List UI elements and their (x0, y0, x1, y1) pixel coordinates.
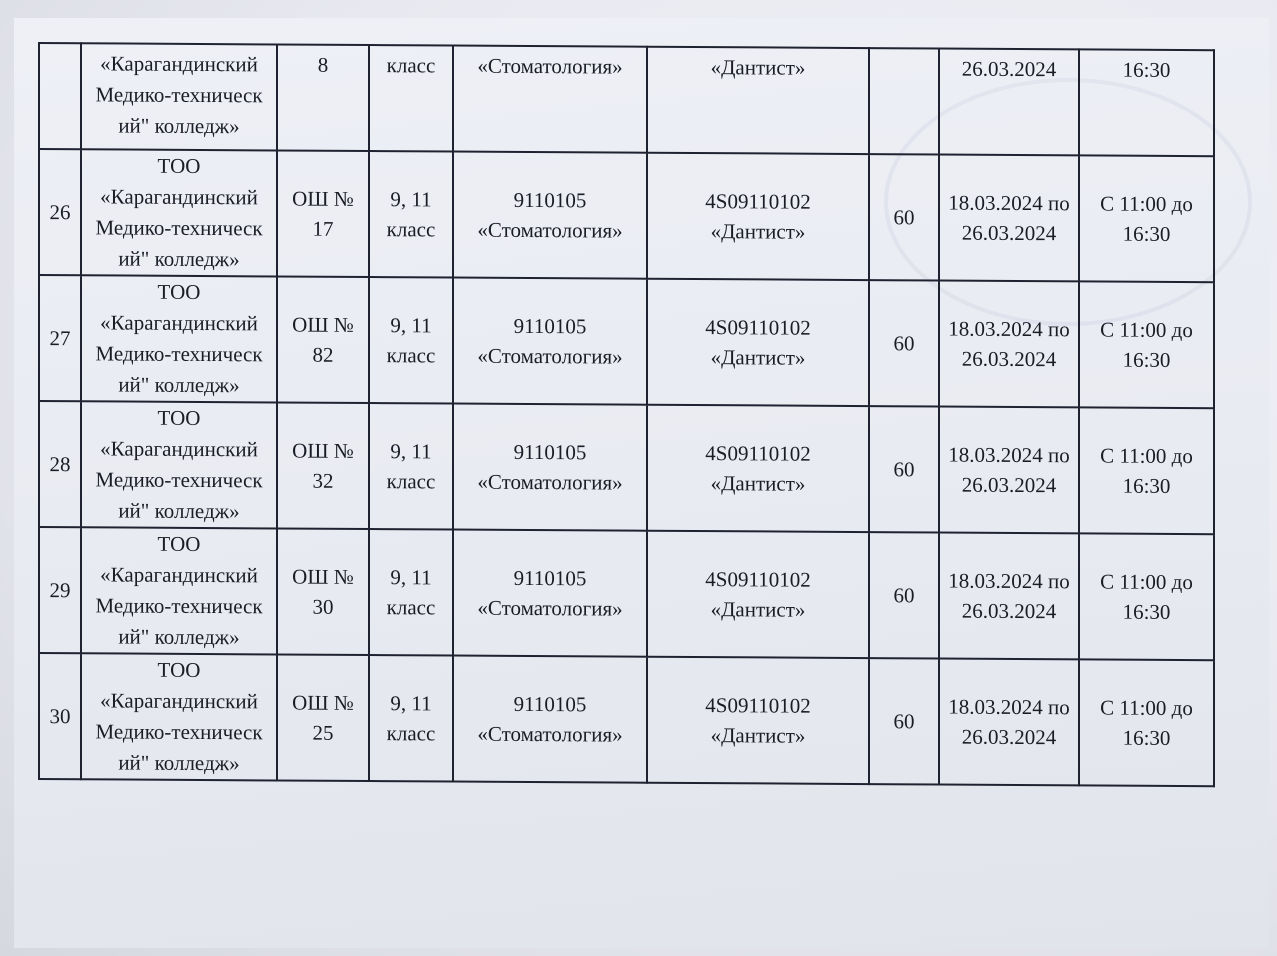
cell-org-org: «Карагандинский Медико-техническ ий" колледж» (95, 436, 263, 524)
cell-org-org: «Карагандинский Медико-техническ ий" колледж» (95, 310, 263, 398)
schedule-table (38, 42, 1215, 787)
cell-count (869, 48, 939, 154)
cell-specialty (453, 656, 647, 783)
cell-grade (369, 403, 453, 530)
cell-org (81, 653, 277, 780)
cell-org-org-type: ТОО (157, 405, 201, 430)
cell-school (277, 654, 369, 781)
cell-qualification (647, 657, 869, 784)
cell-time (1079, 155, 1214, 282)
cell-qualification (647, 153, 869, 280)
cell-specialty-specialty-code: 9110105 (513, 565, 587, 591)
cell-dates-dates: 18.03.2024 по 26.03.2024 (948, 190, 1070, 246)
cell-school (277, 528, 369, 655)
cell-dates (939, 407, 1079, 534)
cell-specialty-specialty: «Стоматология» (477, 595, 623, 621)
table-row (39, 653, 1214, 786)
cell-grade (369, 655, 453, 782)
cell-qualification-qualification-code: 4S09110102 (705, 189, 811, 214)
cell-num (39, 275, 81, 401)
cell-count (869, 532, 939, 658)
cell-org-org: «Карагандинский Медико-техническ ий" колледж» (95, 562, 263, 650)
cell-org: «Карагандинский Медико-техническ ий" колледж» (81, 43, 277, 150)
cell-qualification-qualification-code: 4S09110102 (705, 315, 811, 340)
schedule-table-container (38, 42, 1213, 776)
cell-qualification-qualification: «Дантист» (710, 723, 806, 748)
cell-num (39, 527, 81, 653)
cell-org (81, 275, 277, 402)
cell-qualification-qualification-code: 4S09110102 (705, 693, 811, 718)
cell-specialty: «Стоматология» (453, 46, 647, 153)
table-body (39, 43, 1214, 786)
cell-org-org-type: ТОО (157, 279, 201, 304)
cell-qualification-qualification: «Дантист» (710, 471, 806, 496)
cell-school-school: ОШ № 25 (292, 690, 354, 745)
cell-num-num: 28 (49, 452, 71, 477)
cell-specialty-specialty: «Стоматология» (477, 469, 623, 495)
cell-school (277, 150, 369, 277)
cell-num-num: 29 (49, 578, 71, 603)
cell-count (869, 406, 939, 532)
cell-grade-grade: 9, 11 класс (386, 187, 436, 242)
cell-specialty-specialty: «Стоматология» (477, 217, 623, 243)
cell-org (81, 527, 277, 654)
cell-num-num: 27 (49, 326, 71, 351)
cell-qualification (647, 279, 869, 406)
cell-time-time: С 11:00 до 16:30 (1100, 443, 1193, 498)
cell-specialty-specialty-code: 9110105 (513, 691, 587, 717)
cell-specialty-specialty-code: 9110105 (513, 313, 587, 339)
cell-num (39, 653, 81, 779)
cell-dates-dates: 18.03.2024 по 26.03.2024 (948, 316, 1070, 372)
cell-org (81, 401, 277, 528)
cell-num-num: 26 (49, 200, 71, 225)
cell-count-count: 60 (893, 709, 915, 734)
cell-school-school: ОШ № 17 (292, 186, 354, 241)
cell-specialty-specialty: «Стоматология» (477, 721, 623, 747)
cell-specialty (453, 530, 647, 657)
cell-num (39, 43, 81, 149)
cell-count-count: 60 (893, 205, 915, 230)
cell-school-school: ОШ № 82 (292, 312, 354, 367)
cell-school-school: ОШ № 30 (292, 564, 354, 619)
cell-time-time: С 11:00 до 16:30 (1100, 317, 1193, 372)
cell-time-time: С 11:00 до 16:30 (1100, 191, 1193, 246)
cell-qualification-qualification: «Дантист» (710, 219, 806, 244)
cell-time-time: С 11:00 до 16:30 (1100, 569, 1193, 624)
cell-grade (369, 277, 453, 404)
cell-specialty (453, 152, 647, 279)
cell-specialty-specialty-code: 9110105 (513, 439, 587, 465)
cell-org-org-type: ТОО (157, 657, 201, 682)
cell-grade-grade: 9, 11 класс (386, 313, 436, 368)
cell-grade (369, 151, 453, 278)
cell-qualification-qualification: «Дантист» (710, 345, 806, 370)
cell-time: 16:30 (1079, 49, 1214, 156)
cell-school (277, 276, 369, 403)
cell-dates (939, 281, 1079, 408)
cell-dates-dates: 18.03.2024 по 26.03.2024 (948, 442, 1070, 498)
cell-count (869, 154, 939, 280)
cell-time (1079, 407, 1214, 534)
cell-qualification-qualification-code: 4S09110102 (705, 567, 811, 592)
cell-org-org: «Карагандинский Медико-техническ ий" колледж» (95, 184, 263, 272)
cell-grade (369, 529, 453, 656)
cell-grade-grade: 9, 11 класс (386, 691, 436, 746)
cell-org-org: «Карагандинский Медико-техническ ий" колледж» (95, 688, 263, 776)
cell-num (39, 401, 81, 527)
cell-grade-grade: 9, 11 класс (386, 439, 436, 494)
cell-dates (939, 659, 1079, 786)
cell-qualification-qualification-code: 4S09110102 (705, 441, 811, 466)
cell-school: 8 (277, 44, 369, 151)
cell-dates-dates: 18.03.2024 по 26.03.2024 (948, 694, 1070, 750)
cell-dates: 26.03.2024 (939, 49, 1079, 156)
cell-qualification (647, 531, 869, 658)
cell-count-count: 60 (893, 331, 915, 356)
cell-school (277, 402, 369, 529)
cell-grade-grade: 9, 11 класс (386, 565, 436, 620)
cell-grade: класс (369, 45, 453, 152)
cell-time (1079, 659, 1214, 786)
cell-specialty-specialty: «Стоматология» (477, 343, 623, 369)
cell-specialty (453, 404, 647, 531)
cell-count (869, 280, 939, 406)
cell-dates-dates: 18.03.2024 по 26.03.2024 (948, 568, 1070, 624)
cell-time (1079, 281, 1214, 408)
cell-org-org-type: ТОО (157, 531, 201, 556)
table-row (39, 149, 1214, 282)
table-row (39, 275, 1214, 408)
cell-qualification (647, 405, 869, 532)
cell-org-org-type: ТОО (157, 153, 201, 178)
cell-specialty (453, 278, 647, 405)
cell-count-count: 60 (893, 457, 915, 482)
cell-school-school: ОШ № 32 (292, 438, 354, 493)
table-row (39, 527, 1214, 660)
cell-qualification-qualification: «Дантист» (710, 597, 806, 622)
cell-count (869, 658, 939, 784)
table-row (39, 401, 1214, 534)
table-row-continuation (39, 43, 1214, 156)
cell-org (81, 149, 277, 276)
cell-qualification: «Дантист» (647, 47, 869, 154)
cell-count-count: 60 (893, 583, 915, 608)
cell-specialty-specialty-code: 9110105 (513, 187, 587, 213)
cell-dates (939, 155, 1079, 282)
cell-time-time: С 11:00 до 16:30 (1100, 695, 1193, 750)
cell-num (39, 149, 81, 275)
cell-num-num: 30 (49, 704, 71, 729)
cell-time (1079, 533, 1214, 660)
cell-dates (939, 533, 1079, 660)
